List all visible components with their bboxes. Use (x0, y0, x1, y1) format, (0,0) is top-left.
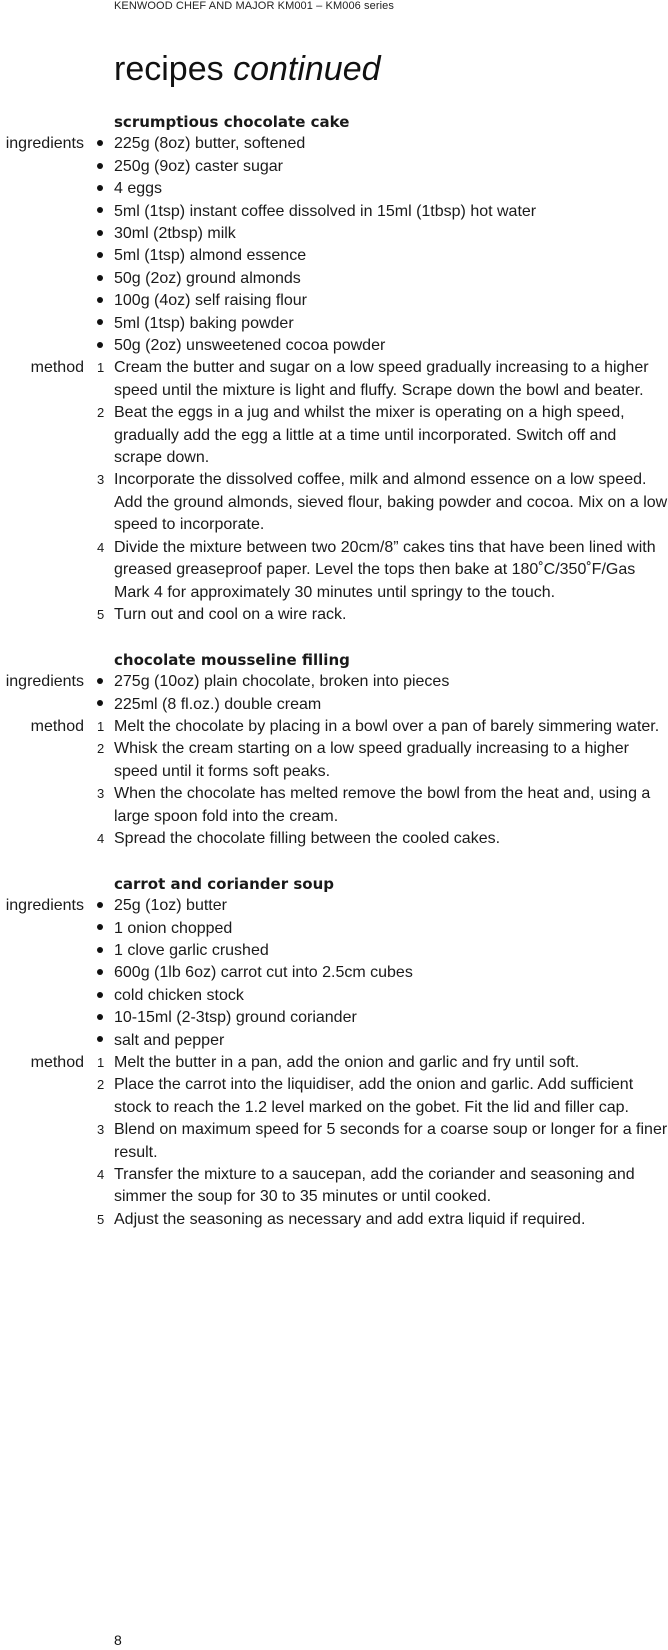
bullet-dot-icon (97, 185, 103, 191)
step-number: 3 (97, 472, 105, 488)
step-text: Divide the mixture between two 20cm/8” cakes tins that have been lined with greased greaseproof paper. Level the tops then bake at 180˚C/350˚F/Gas Mark 4 for approximately 30 minutes until springy to the touch. (114, 538, 656, 601)
step-number: 1 (97, 718, 105, 734)
ingredient-item (0, 133, 668, 155)
ingredient-text: 4 eggs (114, 180, 163, 198)
method-step (0, 783, 668, 828)
method-step (0, 469, 668, 536)
ingredient-item (0, 918, 668, 940)
ingredient-item (0, 1007, 668, 1029)
step-text: Place the carrot into the liquidiser, add the onion and garlic. Add sufficient stock to reach the 1.2 level marked on the gobet. Fit the lid and filler cap. (114, 1076, 634, 1116)
bullet-marker (84, 1007, 114, 1029)
bullet-marker (84, 918, 114, 940)
ingredients-label: ingredients (5, 135, 84, 153)
ingredient-item (0, 268, 668, 290)
ingredients-label: ingredients (5, 897, 84, 915)
step-number: 4 (97, 539, 105, 555)
step-number: 3 (97, 786, 105, 802)
ingredient-item (0, 694, 668, 716)
bullet-dot-icon (97, 992, 103, 998)
bullet-dot-icon (97, 1014, 103, 1020)
page-number: 8 (114, 1632, 122, 1648)
method-step (0, 1074, 668, 1119)
step-text: Whisk the cream starting on a low speed gradually increasing to a higher speed until it forms soft peaks. (114, 740, 629, 780)
step-number: 2 (97, 405, 105, 421)
ingredients-label: ingredients (5, 673, 84, 691)
method-step (0, 1209, 668, 1231)
bullet-dot-icon (97, 969, 103, 975)
step-number: 2 (97, 741, 105, 757)
ingredient-text: 600g (1lb 6oz) carrot cut into 2.5cm cubes (114, 964, 413, 982)
ingredient-text: cold chicken stock (114, 986, 244, 1004)
step-text: Blend on maximum speed for 5 seconds for a coarse soup or longer for a finer result. (114, 1121, 668, 1161)
step-number: 1 (97, 360, 105, 376)
ingredient-text: 275g (10oz) plain chocolate, broken into pieces (114, 673, 450, 691)
recipe-title: scrumptious chocolate cake (114, 113, 350, 131)
bullet-marker (84, 290, 114, 312)
ingredient-text: 1 clove garlic crushed (114, 941, 269, 959)
ingredient-item (0, 1030, 668, 1052)
bullet-dot-icon (97, 342, 103, 348)
step-text: Transfer the mixture to a saucepan, add the coriander and seasoning and simmer the soup for 30 to 35 minutes or until cooked. (114, 1166, 635, 1206)
step-number: 5 (97, 1211, 105, 1227)
bullet-dot-icon (97, 947, 103, 953)
bullet-dot-icon (97, 297, 103, 303)
ingredient-text: 225g (8oz) butter, softened (114, 135, 306, 153)
ingredient-item (0, 156, 668, 178)
bullet-dot-icon (97, 924, 103, 930)
ingredient-item (0, 895, 668, 917)
step-number: 2 (97, 1077, 105, 1093)
ingredient-text: 50g (2oz) ground almonds (114, 269, 301, 287)
bullet-dot-icon (97, 678, 103, 684)
bullet-dot-icon (97, 207, 103, 213)
step-text: When the chocolate has melted remove the bowl from the heat and, using a large spoon fold into the cream. (114, 785, 651, 825)
method-step (0, 357, 668, 402)
method-label: method (30, 359, 84, 377)
step-text: Melt the butter in a pan, add the onion and garlic and fry until soft. (114, 1053, 580, 1071)
bullet-marker (84, 245, 114, 267)
method-step (0, 402, 668, 469)
ingredient-item (0, 671, 668, 693)
bullet-marker (84, 1030, 114, 1052)
bullet-marker (84, 940, 114, 962)
bullet-marker (84, 313, 114, 335)
ingredient-item (0, 962, 668, 984)
ingredient-text: 5ml (1tsp) baking powder (114, 314, 294, 332)
method-step (0, 1119, 668, 1164)
ingredient-item (0, 290, 668, 312)
bullet-marker (84, 985, 114, 1007)
bullet-dot-icon (97, 275, 103, 281)
method-step (0, 738, 668, 783)
ingredient-text: 1 onion chopped (114, 919, 233, 937)
page-title-italic: continued (233, 50, 381, 88)
ingredient-item (0, 985, 668, 1007)
bullet-dot-icon (97, 902, 103, 908)
bullet-dot-icon (97, 163, 103, 169)
document-header: KENWOOD CHEF AND MAJOR KM001 – KM006 series (114, 0, 394, 12)
ingredient-text: 225ml (8 fl.oz.) double cream (114, 695, 322, 713)
recipe-section (0, 111, 668, 626)
ingredient-text: 30ml (2tbsp) milk (114, 225, 236, 243)
bullet-marker (84, 268, 114, 290)
bullet-dot-icon (97, 319, 103, 325)
ingredient-text: 50g (2oz) unsweetened cocoa powder (114, 337, 386, 355)
ingredient-text: 5ml (1tsp) almond essence (114, 247, 307, 265)
bullet-marker (84, 133, 114, 155)
bullet-dot-icon (97, 230, 103, 236)
method-label: method (30, 717, 84, 735)
step-text: Melt the chocolate by placing in a bowl over a pan of barely simmering water. (114, 717, 660, 735)
ingredient-text: salt and pepper (114, 1031, 225, 1049)
ingredient-item (0, 313, 668, 335)
step-text: Spread the chocolate filling between the cooled cakes. (114, 829, 501, 847)
ingredient-text: 25g (1oz) butter (114, 897, 227, 915)
recipe-section (0, 873, 668, 1231)
bullet-dot-icon (97, 252, 103, 258)
method-step (0, 604, 668, 626)
ingredient-item (0, 335, 668, 357)
ingredient-item (0, 201, 668, 223)
ingredient-item (0, 940, 668, 962)
step-text: Turn out and cool on a wire rack. (114, 605, 347, 623)
page-title-main: recipes (114, 50, 224, 88)
step-number: 4 (97, 1167, 105, 1183)
ingredient-item (0, 223, 668, 245)
ingredient-text: 10-15ml (2-3tsp) ground coriander (114, 1009, 357, 1027)
page-title (114, 50, 381, 89)
step-text: Adjust the seasoning as necessary and add extra liquid if required. (114, 1210, 586, 1228)
method-step (0, 1052, 668, 1074)
step-text: Beat the eggs in a jug and whilst the mixer is operating on a high speed, gradually add the egg a little at a time until incorporated. Switch off and scrape down. (114, 404, 625, 467)
bullet-marker (84, 156, 114, 178)
bullet-marker (84, 694, 114, 716)
method-step (0, 828, 668, 850)
step-number: 4 (97, 830, 105, 846)
step-text: Cream the butter and sugar on a low speed gradually increasing to a higher speed until the mixture is light and fluffy. Scrape down the bowl and beater. (114, 359, 649, 399)
ingredient-item (0, 178, 668, 200)
bullet-marker (84, 962, 114, 984)
method-step (0, 716, 668, 738)
bullet-dot-icon (97, 140, 103, 146)
bullet-marker (84, 671, 114, 693)
ingredient-item (0, 245, 668, 267)
method-step (0, 1164, 668, 1209)
bullet-marker (84, 335, 114, 357)
recipe-section (0, 649, 668, 851)
bullet-marker (84, 178, 114, 200)
recipe-title: chocolate mousseline filling (114, 650, 350, 669)
method-step (0, 537, 668, 604)
bullet-marker (84, 895, 114, 917)
recipes-container (0, 111, 668, 1254)
ingredient-text: 250g (9oz) caster sugar (114, 157, 283, 175)
step-number: 1 (97, 1054, 105, 1070)
method-label: method (30, 1053, 84, 1071)
recipe-title: carrot and coriander soup (114, 874, 334, 893)
step-text: Incorporate the dissolved coffee, milk and almond essence on a low speed. Add the ground almonds, sieved flour, baking powder and cocoa. Mix on a low speed to incorporate. (114, 471, 668, 534)
step-number: 5 (97, 606, 105, 622)
step-number: 3 (97, 1122, 105, 1138)
bullet-marker (84, 201, 114, 223)
ingredient-text: 100g (4oz) self raising flour (114, 292, 307, 310)
ingredient-text: 5ml (1tsp) instant coffee dissolved in 15ml (1tbsp) hot water (114, 202, 537, 220)
bullet-dot-icon (97, 1036, 103, 1042)
bullet-dot-icon (97, 700, 103, 706)
bullet-marker (84, 223, 114, 245)
